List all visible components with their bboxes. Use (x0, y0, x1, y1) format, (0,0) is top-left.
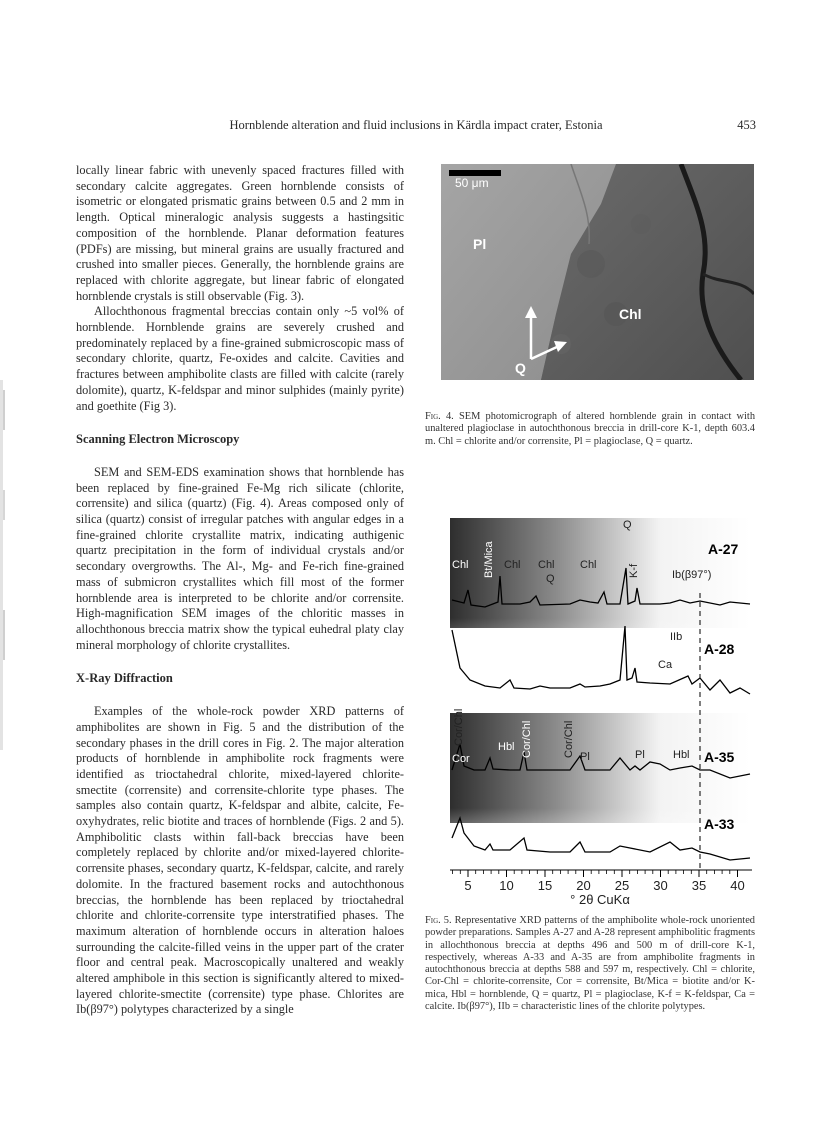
peak-label-hbl: Hbl (673, 749, 690, 761)
figure-4-caption-text: SEM photomicrograph of altered hornblende grain in contact with unaltered plagioclase in autochthonous breccia in drill-core K-1, depth 603.4 m. Chl = chlorite and/or corrensite, Pl = plagioclase, Q = quartz. (425, 411, 756, 447)
peak-label-chl: Chl (504, 559, 521, 571)
peak-label-corchl: Cor/Chl (453, 708, 465, 746)
section-heading-xrd: X-Ray Diffraction (76, 671, 173, 686)
scan-edge-marks (0, 380, 6, 750)
peak-label-hbl: Hbl (498, 741, 515, 753)
peak-label-pl: Pl (635, 749, 645, 761)
x-tick-label: 40 (730, 878, 745, 893)
figure-5-caption (425, 915, 755, 1013)
peak-label-q: Q (546, 573, 555, 585)
label-pl: Pl (473, 236, 487, 252)
page-number: 453 (737, 118, 756, 132)
figure-4-sem-micrograph (441, 164, 754, 380)
figure-4-caption-label: Fig. 4. (425, 411, 454, 422)
label-chl: Chl (619, 306, 642, 322)
peak-label-q: Q (623, 519, 632, 531)
paragraph: SEM and SEM-EDS examination shows that hornblende has been replaced by fine-grained Fe-Mg rich silicate (chlorite, corrensite) and silica (quartz) (Fig. 4). Areas composed only of silica (quartz) consist of irregular patches with angular edges in a fine-grained chlorite crystallite matrix, indicating authigenic quartz precipitation in the form of individual crystals and/or secondary overgrowths. The Al-, Mg- and Fe-rich fine-grained mass of submicron crystallites which fill most of the former hornblende area is interpreted to be chlorite and/or corrensite. High-magnification SEM images of the chloritic masses in allochthonous breccia matrix show the typical euhedral platy clay mineral morphology of chlorite crystallites. (76, 464, 404, 652)
sample-label-a35: A-35 (704, 749, 735, 765)
peak-label-iib: IIb (670, 631, 683, 643)
x-tick-label: 25 (614, 878, 630, 893)
sample-label-a28: A-28 (704, 641, 735, 657)
peak-label-ca: Ca (658, 659, 673, 671)
peak-label-btmica: Bt/Mica (483, 541, 495, 578)
xrd-plot (430, 508, 760, 908)
peak-label-corchl: Cor/Chl (521, 720, 533, 758)
micrograph-texture (441, 164, 754, 380)
x-tick-label: 20 (576, 878, 591, 893)
running-header (76, 118, 756, 136)
x-axis-label: ° 2θ CuKα (570, 892, 630, 907)
grain-patch (631, 214, 651, 234)
peak-label-cor: Cor (452, 753, 470, 765)
panel-shade-bottom (450, 713, 750, 823)
label-q: Q (515, 360, 526, 376)
peak-label-chl: Chl (538, 559, 555, 571)
paragraph: locally linear fabric with unevenly spaced fractures filled with secondary calcite aggregates. Green hornblende consists of isometric or elongated prismatic grains between 0.5 and 2 mm in length. Optical mineralogic analysis suggests a hastingsitic composition of the hornblende. Planar deformation features (PDFs) are missing, but mineral grains are usually fractured and crushed into smaller pieces. Generally, the hornblende grains are replaced with chlorite aggregate, but linear fabric of elongated hornblende crystals is still observable (Fig. 3). (76, 163, 404, 303)
peak-label-kf: K-f (628, 563, 640, 578)
peak-label-pl: Pl (580, 751, 590, 763)
grain-patch (577, 250, 605, 278)
peak-label-chl: Chl (580, 559, 597, 571)
x-tick-label: 30 (653, 878, 668, 893)
scale-label: 50 μm (455, 176, 489, 190)
x-tick-label: 5 (464, 878, 472, 893)
x-tick-label: 35 (691, 878, 707, 893)
figure-5-caption-label: Fig. 5. (425, 915, 452, 926)
peak-label-chl: Chl (452, 559, 469, 571)
figure-5-caption-text: Representative XRD patterns of the amphibolite whole-rock unoriented powder preparations. Samples A-27 and A-28 represent amphibolitic fragments in allochthonous breccia at depths 496 and 500 m of drill-core K-1, respectively, whereas A-33 and A-35 are from amphibolite fragments in autochthonous breccia at depths 588 and 597 m, respectively. Chl = chlorite, Cor-Chl = chlorite-corrensite, Cor = corrensite, Bt/Mica = biotite and/or K-mica, Hbl = hornblende, Q = quartz, Pl = plagioclase, K-f = K-feldspar, Ca = calcite. Ib(β97°), IIb = characteristic lines of the chlorite polytypes. (425, 915, 755, 1013)
paragraph: Allochthonous fragmental breccias contain only ~5 vol% of hornblende. Hornblende grains are severely crushed and predominately replaced by a fine-grained submicroscopic mass of secondary chlorite, quartz, Fe-oxides and calcite. Cavities and fractures between amphibolite clasts are filled with calcite (rarely dolomite), quartz, K-feldspar and minor sulphides (mainly pyrite) and goethite (Fig 3). (76, 304, 404, 413)
sample-label-a33: A-33 (704, 816, 735, 832)
paragraph: Examples of the whole-rock powder XRD patterns of amphibolites are shown in Fig. 5 and the distribution of the secondary phases in the drill cores in Fig. 2. The major alteration products of hornblende in amphibolite rock fragments were identified as trioctahedral chlorite, mixed-layered chlorite-smectite (corrensite) and corrensite-chlorite type phases. The samples also contain quartz, K-feldspar and albite, calcite, Fe-oxyhydrates, relic biotite and traces of hornblende (Figs. 2 and 5). Amphibolitic clasts within fall-back breccias have been completely replaced by chlorite and/or mixed-layered chlorite-corrensite phases, secondary quartz, K-feldspar, calcite, and rarely dolomite. In the fractured basement rocks and autochthonous breccias, the hornblende has been replaced by trioctahedral chlorite and chlorite-corrensite type interstratified phases. The maximum alteration of hornblende occurs in alteration haloes surrounding the calcite-filled veins in the upper part of the crater floor and central peak. Macroscopically unaltered and weakly altered amphibole in this section is significantly altered to mixed-layered chlorite-smectite (corrensite) type phase. Chlorites are Ib(β97°) polytypes characterized by a single (76, 704, 404, 1017)
figure-5-xrd-patterns (430, 508, 760, 908)
peak-label-ib: Ib(β97°) (672, 569, 712, 581)
left-text-column (76, 163, 404, 1018)
x-tick-label: 10 (499, 878, 514, 893)
sample-label-a27: A-27 (708, 541, 739, 557)
peak-label-corchl: Cor/Chl (563, 720, 575, 758)
running-title: Hornblende alteration and fluid inclusions in Kärdla impact crater, Estonia (229, 118, 603, 132)
figure-4-caption (425, 411, 755, 448)
x-tick-label: 15 (537, 878, 553, 893)
x-axis-ticks (453, 870, 745, 893)
section-heading-sem: Scanning Electron Microscopy (76, 432, 240, 447)
